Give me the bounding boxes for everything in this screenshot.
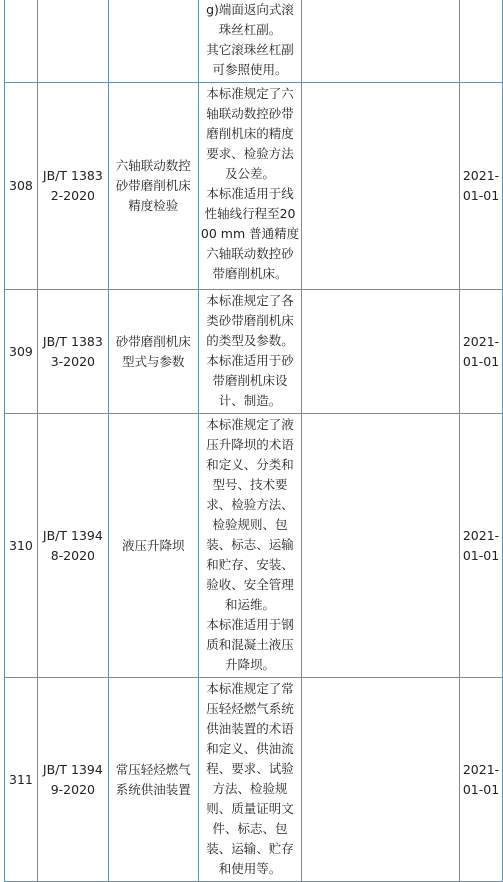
- description-paragraph: 本标准规定了各类砂带磨削机床的类型及参数。: [206, 293, 294, 348]
- cell-code: [37, 0, 108, 83]
- description-paragraph: 本标准适用于线性轴线行程至2000 mm 普通精度六轴联动数控砂带磨削机床。: [200, 186, 300, 281]
- cell-description: [198, 0, 302, 83]
- cell-name: [108, 0, 198, 83]
- cell-no: 309: [5, 290, 38, 414]
- cell-description: [198, 83, 302, 290]
- description-paragraph: 其它滚珠丝杠副可参照使用。: [206, 42, 294, 77]
- standards-table: [4, 0, 503, 882]
- cell-no: [5, 0, 38, 83]
- cell-description: [198, 290, 302, 414]
- cell-no: 308: [5, 83, 38, 290]
- description-paragraph: 本标准规定了六轴联动数控砂带磨削机床的精度要求、检验方法及公差。: [206, 86, 294, 181]
- cell-description: [198, 414, 302, 678]
- cell-blank: [302, 83, 460, 290]
- table-row: [5, 0, 503, 83]
- cell-date: 2021-01-01: [460, 678, 503, 882]
- cell-name: 常压轻烃燃气系统供油装置: [108, 678, 198, 882]
- table-row: [5, 414, 503, 678]
- cell-blank: [302, 0, 460, 83]
- description-paragraph: 本标准适用于钢质和混凝土液压升降坝。: [206, 617, 294, 672]
- description-paragraph: 本标准规定了液压升降坝的术语和定义、分类和型号、技术要求、检验方法、检验规则、包装、标志、运输和贮存、安装、验收、安全管理和运维。: [206, 417, 294, 612]
- cell-blank: [302, 678, 460, 882]
- cell-code: JB/T 13948-2020: [37, 414, 108, 678]
- cell-date: 2021-01-01: [460, 290, 503, 414]
- cell-date: 2021-01-01: [460, 414, 503, 678]
- cell-no: 310: [5, 414, 38, 678]
- cell-date: 2021-01-01: [460, 83, 503, 290]
- cell-blank: [302, 290, 460, 414]
- table-row: [5, 678, 503, 882]
- table-row: [5, 83, 503, 290]
- cell-blank: [302, 414, 460, 678]
- cell-date: [460, 0, 503, 83]
- description-paragraph: 本标准适用于砂带磨削机床设计、制造。: [206, 353, 294, 408]
- cell-name: 砂带磨削机床 型式与参数: [108, 290, 198, 414]
- description-paragraph: 本标准规定了常压轻烃燃气系统供油装置的术语和定义、供油流程、要求、试验方法、检验规则、质量证明文件、标志、包装、运输、贮存和使用等。: [206, 681, 294, 876]
- table-row: [5, 290, 503, 414]
- description-paragraph: g)端面返向式滚珠丝杠副。: [206, 2, 294, 37]
- cell-name: 液压升降坝: [108, 414, 198, 678]
- cell-no: 311: [5, 678, 38, 882]
- cell-name: 六轴联动数控砂带磨削机床 精度检验: [108, 83, 198, 290]
- cell-code: JB/T 13832-2020: [37, 83, 108, 290]
- cell-description: [198, 678, 302, 882]
- cell-code: JB/T 13833-2020: [37, 290, 108, 414]
- cell-code: JB/T 13949-2020: [37, 678, 108, 882]
